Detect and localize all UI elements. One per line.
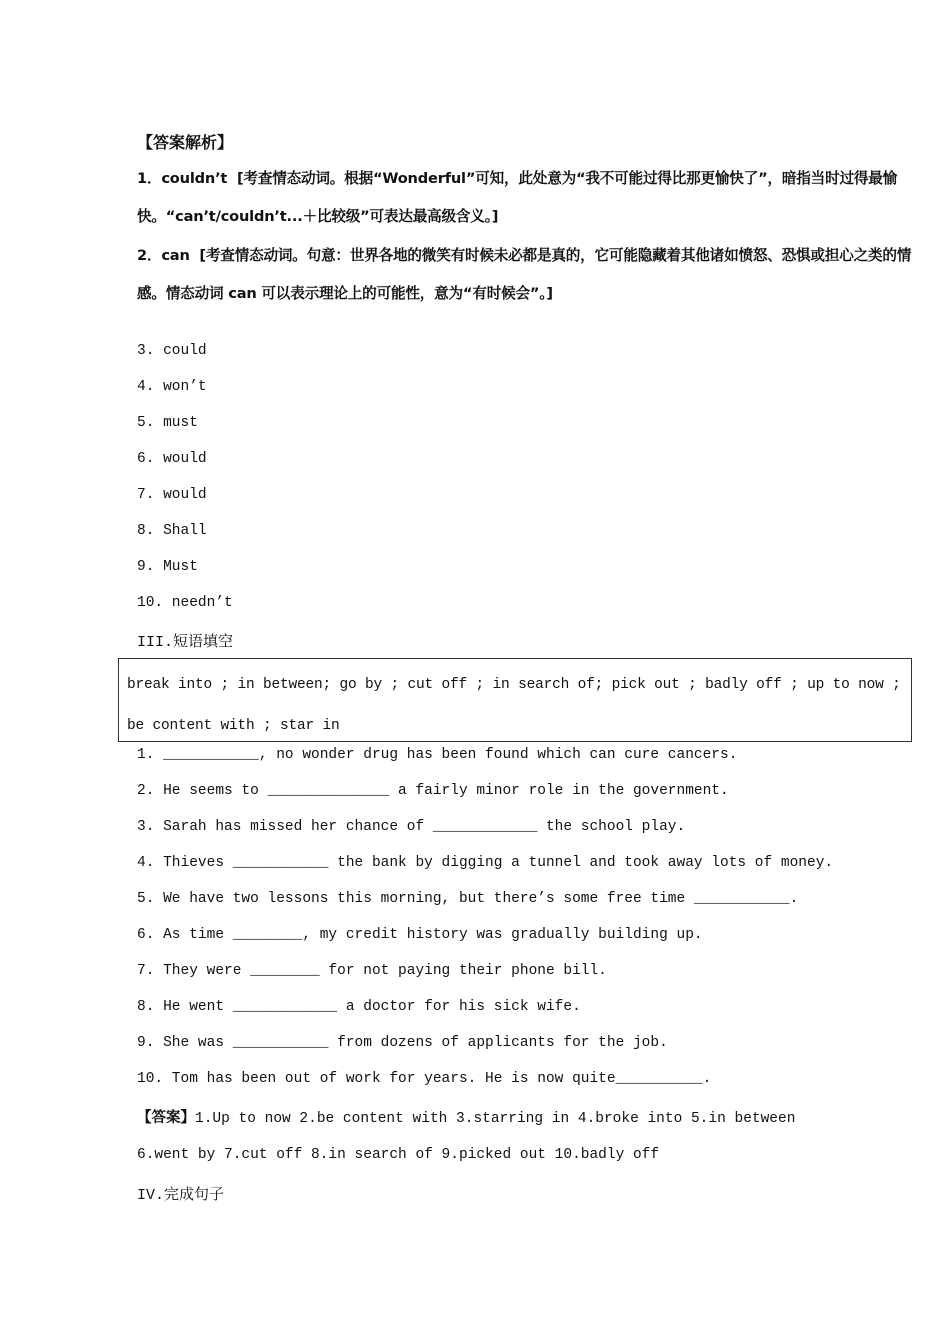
section-3-answers-line-1	[137, 1106, 795, 1127]
analysis-item-2	[137, 237, 912, 313]
answer-line: 8. Shall	[137, 523, 207, 539]
question-line: 6. As time ________, my credit history was gradually building up.	[137, 927, 703, 943]
section-4-text: 完成句子	[164, 1185, 225, 1203]
question-line: 10. Tom has been out of work for years. He is now quite__________.	[137, 1071, 712, 1087]
question-line: 4. Thieves ___________ the bank by digging a tunnel and took away lots of money.	[137, 855, 834, 871]
section-3-roman: III.	[137, 634, 174, 651]
section-3-answers-line-2: 6.went by 7.cut off 8.in search of 9.picked out 10.badly off	[137, 1147, 660, 1163]
phrase-box-text: break into ; in between; go by ; cut off ; in search of; pick out ; badly off ; up to now ; be content with ; star in	[127, 677, 901, 734]
answer-line: 4. won’t	[137, 379, 207, 395]
analysis-item-1-explain: [考查情态动词。根据“Wonderful”可知，此处意为“我不可能过得比那更愉快了”，暗指当时过得最愉快。“can’t/couldn’t...＋比较级”可表达最高级含义。]	[137, 170, 898, 225]
analysis-item-1	[137, 160, 912, 236]
answer-line: 3. could	[137, 343, 207, 359]
answer-line-1-text: 1.Up to now 2.be content with 3.starring in 4.broke into 5.in between	[195, 1111, 796, 1127]
answer-analysis-heading: 【答案解析】	[137, 133, 234, 152]
phrase-box	[118, 658, 912, 742]
section-4-roman: IV.	[137, 1187, 165, 1204]
section-3-text: 短语填空	[173, 632, 234, 650]
answer-line: 10. needn’t	[137, 595, 233, 611]
answer-line: 9. Must	[137, 559, 198, 575]
question-line: 8. He went ____________ a doctor for his sick wife.	[137, 999, 581, 1015]
analysis-item-1-num: 1．	[137, 170, 162, 187]
question-line: 5. We have two lessons this morning, but there’s some free time ___________.	[137, 891, 799, 907]
analysis-item-2-num: 2．	[137, 247, 162, 264]
answer-line: 6. would	[137, 451, 207, 467]
answer-line: 5. must	[137, 415, 198, 431]
analysis-item-2-explain: [考查情态动词。句意：世界各地的微笑有时候未必都是真的，它可能隐藏着其他诸如愤怒、恐惧或担心之类的情感。情态动词 can 可以表示理论上的可能性，意为“有时候会”。]	[137, 247, 912, 302]
answer-line: 7. would	[137, 487, 207, 503]
question-line: 9. She was ___________ from dozens of applicants for the job.	[137, 1035, 668, 1051]
section-3-title	[137, 630, 233, 651]
section-4-title	[137, 1183, 224, 1204]
analysis-item-1-answer: couldn’t	[161, 170, 228, 187]
answer-label: 【答案】	[137, 1110, 195, 1126]
question-line: 7. They were ________ for not paying their phone bill.	[137, 963, 607, 979]
question-line: 1. ___________, no wonder drug has been found which can cure cancers.	[137, 747, 738, 763]
analysis-item-2-answer: can	[161, 247, 190, 264]
question-line: 3. Sarah has missed her chance of ____________ the school play.	[137, 819, 686, 835]
question-line: 2. He seems to ______________ a fairly minor role in the government.	[137, 783, 729, 799]
